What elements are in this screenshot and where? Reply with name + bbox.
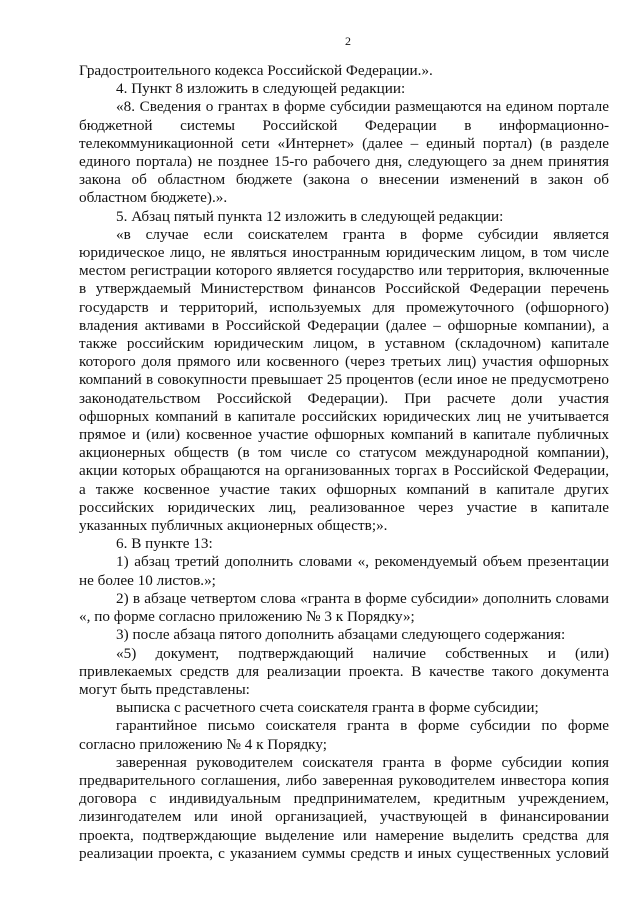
document-page: [79, 34, 609, 863]
page-number: 2: [345, 34, 351, 48]
paragraph: выписка с расчетного счета соискателя гранта в форме субсидии;: [116, 699, 539, 717]
paragraph: «5) документ, подтверждающий наличие собственных и (или) привлекаемых средств для реализации проекта. В качестве такого документа могут быть представлены:: [79, 644, 609, 698]
paragraph: Градостроительного кодекса Российской Федерации.».: [79, 62, 433, 79]
paragraph: «в случае если соискателем гранта в форме субсидии является юридическое лицо, не являться иностранным юридическим лицом, в том числе местом регистрации которого является государство или территория, включенные в утверждаемый Министерством финансов Российской Федерации перечень государств и территорий, используемых для промежуточного (офшорного) владения активами в Российской Федерации (далее – офшорные компании), а также российским юридическим лицом, в уставном (складочном) капитале которого доля прямого или косвенного (через третьих лиц) участия офшорных компаний в совокупности превышает 25 процентов (если иное не предусмотрено законодательством Российской Федерации). При расчете доли участия офшорных компаний в капитале российских юридических лиц не учитывается прямое и (или) косвенное участие офшорных компаний в капитале публичных акционерных обществ (в том числе со статусом международной компании), акции которых обращаются на организованных торгах в Российской Федерации, а также косвенное участие таких офшорных компаний в капитале других российских юридических лиц, реализованное через участие в капитале указанных публичных акционерных обществ;».: [79, 225, 609, 535]
paragraph: 5. Абзац пятый пункта 12 изложить в следующей редакции:: [116, 207, 504, 225]
paragraph: 2) в абзаце четвертом слова «гранта в форме субсидии» дополнить словами «, по форме согласно приложению № 3 к Порядку»;: [79, 589, 609, 626]
paragraph: «8. Сведения о грантах в форме субсидии размещаются на едином портале бюджетной системы Российской Федерации в информационно-телекоммуникационной сети «Интернет» (далее – единый портал) (в разделе единого портала) не позднее 15-го рабочего дня, следующего за днем принятия закона об областном бюджете (закона о внесении изменений в закон об областном бюджете).».: [79, 98, 609, 207]
paragraph: 1) абзац третий дополнить словами «, рекомендуемый объем презентации не более 10 листов.»;: [79, 553, 609, 589]
paragraph: гарантийное письмо соискателя гранта в форме субсидии по форме согласно приложению № 4 к Порядку;: [79, 717, 609, 753]
paragraph: 3) после абзаца пятого дополнить абзацами следующего содержания:: [116, 626, 566, 644]
document-body: [79, 62, 609, 863]
paragraph: 4. Пункт 8 изложить в следующей редакции:: [116, 80, 406, 98]
paragraph: заверенная руководителем соискателя гранта в форме субсидии копия предварительного соглашения, либо заверенная руководителем инвестора копия договора с индивидуальным предпринимателем, кредитным учреждением, лизингодателем или иной организацией, участвующей в финансировании проекта, подтверждающие выделение или намерение выделить средства для реализации проекта, с указанием суммы средств и иных существенных условий: [79, 753, 609, 862]
paragraph: 6. В пункте 13:: [116, 535, 213, 553]
